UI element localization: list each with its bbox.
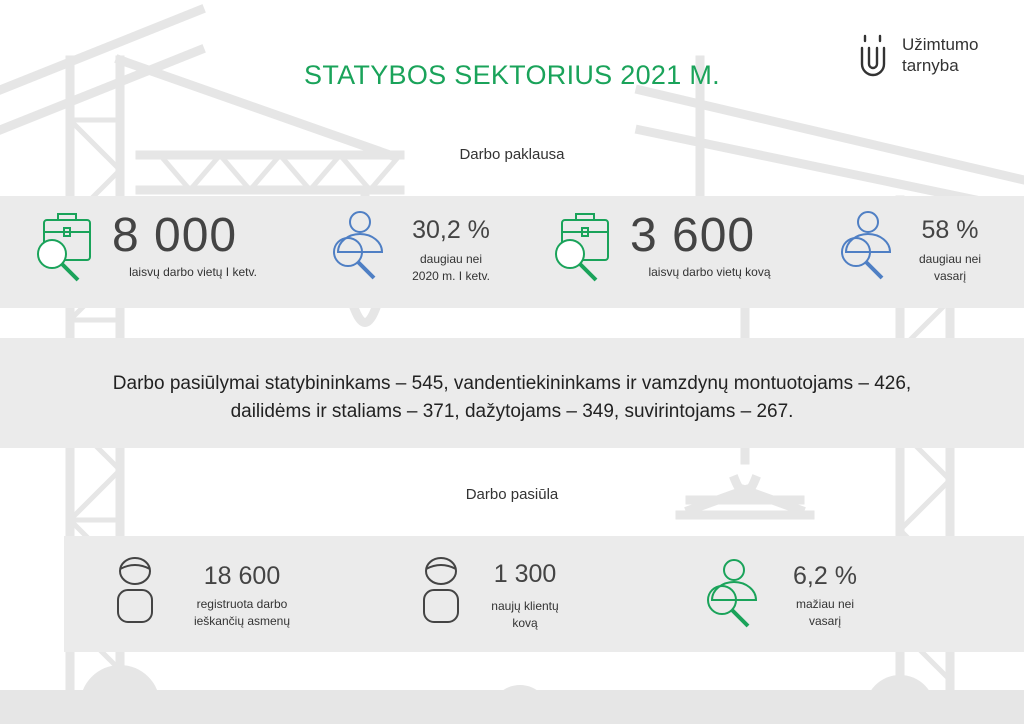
stat-caption-registered-line1: registruota darbo: [196, 597, 288, 611]
person-search-icon: [320, 208, 396, 284]
logo-mark-icon: [858, 32, 894, 88]
stat-caption-supply-decline-line2: vasarį: [808, 614, 841, 628]
stat-value-registered-jobseekers: 18 600: [203, 562, 281, 590]
person-icon: [112, 556, 158, 626]
stat-caption-vacancies-march: laisvų darbo vietų kovą: [648, 265, 771, 279]
stat-caption-new-clients-line1: naujų klientų: [491, 599, 559, 613]
person-icon: [418, 556, 464, 626]
logo-text-line2: tarnyba: [902, 56, 959, 75]
briefcase-search-icon: [34, 208, 98, 284]
stat-value-growth-march: 58 %: [921, 216, 979, 244]
supply-section-label: Darbo pasiūla: [465, 486, 559, 503]
logo-text-line1: Užimtumo: [902, 35, 979, 54]
stat-caption-new-clients-line2: kovą: [512, 616, 538, 630]
stat-value-vacancies-march: 3 600: [630, 209, 756, 262]
person-search-icon: [694, 556, 770, 632]
stat-caption-registered-line2: ieškančių asmenų: [193, 614, 291, 628]
job-offers-line1: Darbo pasiūlymai statybininkams – 545, vandentiekininkams ir vamzdynų montuotojams – 426,: [112, 373, 912, 394]
stat-value-supply-decline: 6,2 %: [793, 562, 857, 590]
supply-band: [64, 536, 1024, 652]
job-offers-text: [40, 370, 984, 426]
stat-caption-growth-march-line2: vasarį: [933, 269, 966, 283]
stat-caption-vacancies-q1: laisvų darbo vietų I ketv.: [129, 265, 257, 279]
demand-section-label: Darbo paklausa: [459, 146, 565, 163]
stat-caption-growth-q1-line2: 2020 m. I ketv.: [412, 269, 490, 283]
stat-caption-growth-march-line1: daugiau nei: [918, 252, 982, 266]
stat-value-vacancies-q1: 8 000: [112, 209, 238, 262]
stat-caption-growth-q1-line1: daugiau nei: [419, 252, 483, 266]
briefcase-search-icon: [552, 208, 616, 284]
uzimtumo-tarnyba-logo: [858, 32, 1008, 88]
stat-value-growth-q1: 30,2 %: [412, 216, 490, 244]
stat-value-new-clients: 1 300: [493, 560, 557, 588]
person-search-icon: [828, 208, 904, 284]
job-offers-line2: dailidėms ir staliams – 371, dažytojams – 349, suvirintojams – 267.: [230, 401, 794, 422]
page-title: STATYBOS SEKTORIUS 2021 M.: [304, 60, 720, 90]
stat-caption-supply-decline-line1: mažiau nei: [795, 597, 855, 611]
